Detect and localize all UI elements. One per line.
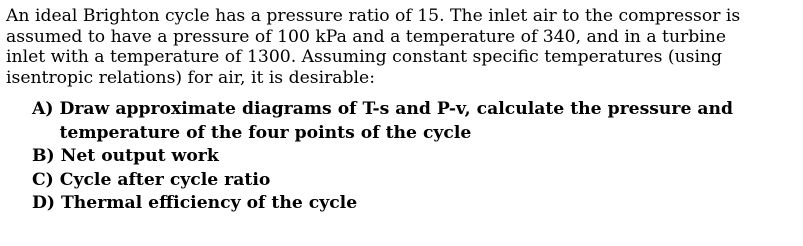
problem-statement-line: isentropic relations) for air, it is desirable:: [6, 67, 376, 88]
problem-statement-line: An ideal Brighton cycle has a pressure ratio of 15. The inlet air to the compressor is: [6, 6, 741, 26]
question-b: B) Net output work: [32, 146, 219, 166]
problem-statement-line: inlet with a temperature of 1300. Assuming constant specific temperatures (using: [6, 47, 723, 67]
question-d: D) Thermal efficiency of the cycle: [32, 193, 358, 213]
question-a-text: [59, 98, 733, 145]
question-a-line: Draw approximate diagrams of T-s and P-v, calculate the pressure and: [59, 99, 734, 119]
problem-document: [6, 6, 801, 216]
question-list: [6, 98, 801, 216]
question-c: C) Cycle after cycle ratio: [32, 169, 271, 190]
question-a-line: temperature of the four points of the cycle: [59, 122, 472, 143]
problem-statement: [6, 6, 801, 88]
question-a: [32, 98, 801, 145]
question-a-prefix: A): [32, 99, 60, 119]
problem-statement-line: assumed to have a pressure of 100 kPa and a temperature of 340, and in a turbine: [6, 26, 726, 47]
